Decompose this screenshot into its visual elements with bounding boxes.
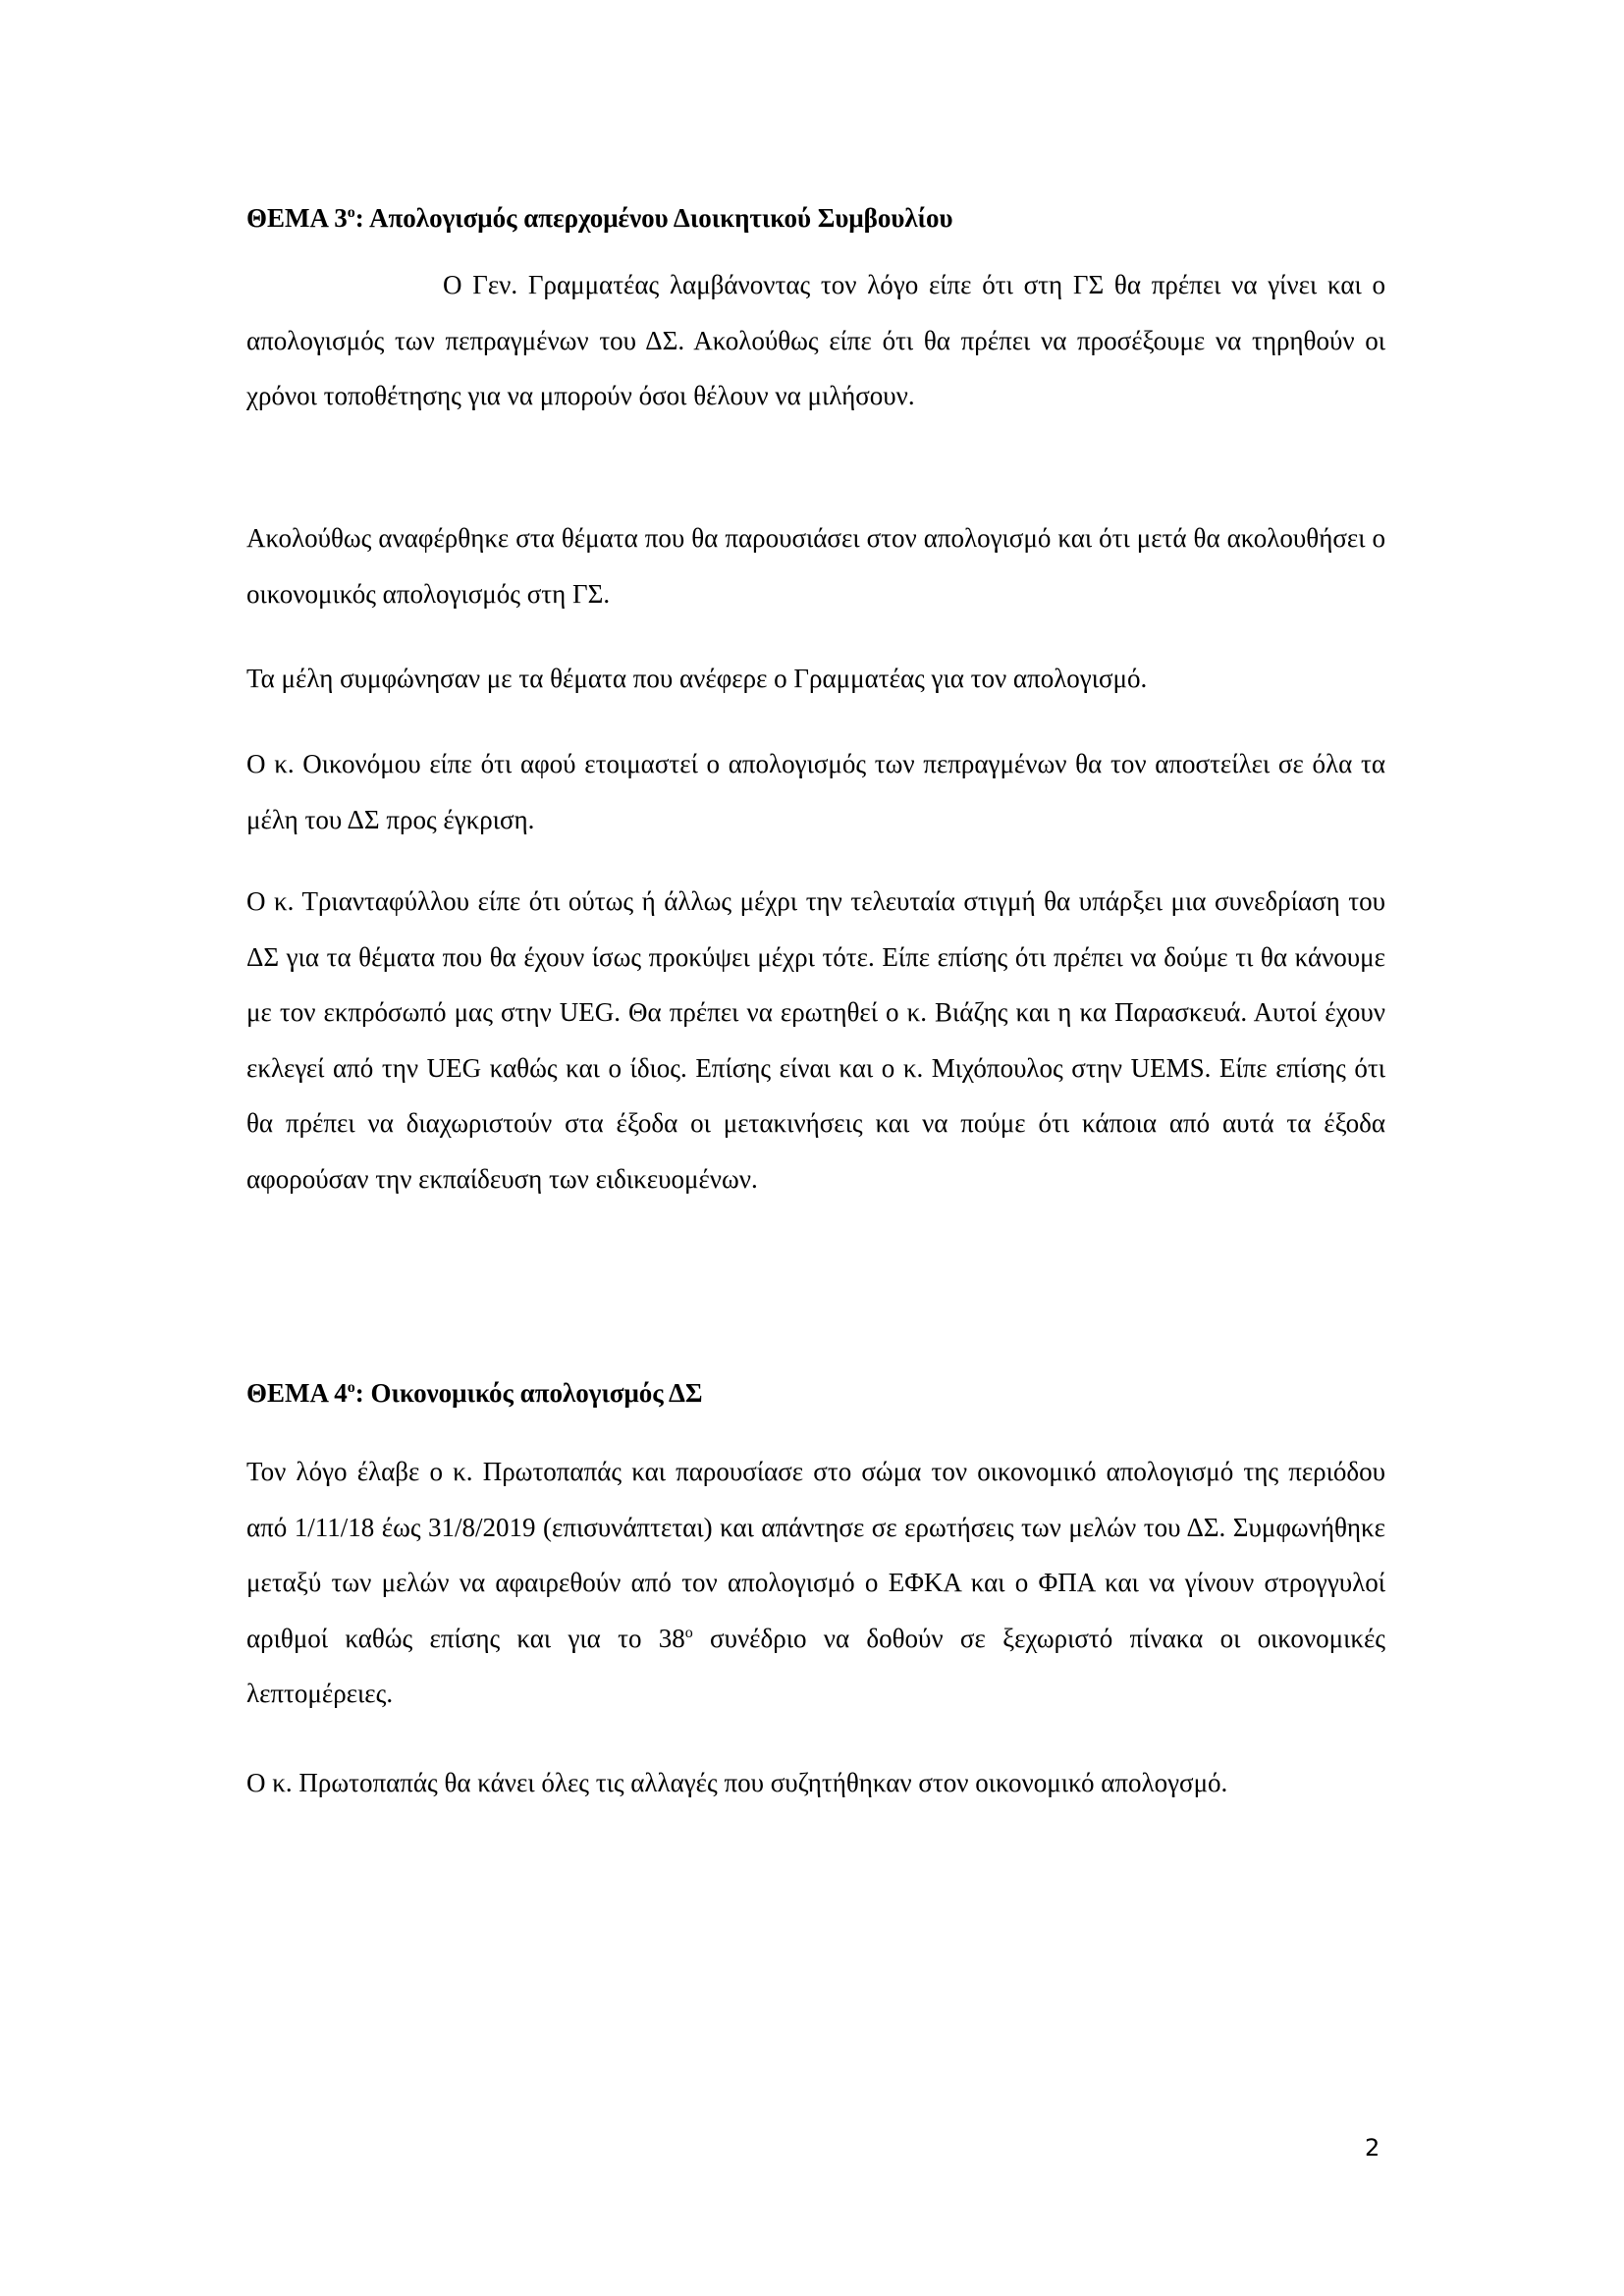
heading-title: : Απολογισμός απερχομένου Διοικητικού Συμβουλίου bbox=[354, 203, 953, 233]
paragraph-text: Τον λόγο έλαβε ο κ. Πρωτοπαπάς και παρουσίασε στο σώμα τον οικονομικό απολογισμό της περιόδου από 1/11/18 έως 31/8/2019 (επισυνάπτεται) και απάντησε σε ερωτήσεις των μελών του ΔΣ. Συμφωνήθηκε μεταξύ των μελών να αφαιρεθούν από τον απολογισμό ο ΕΦΚΑ και ο ΦΠΑ και να γίνουν στρογγυλοί αριθμοί καθώς επίσης και για το 38 bbox=[246, 1457, 1385, 1653]
section-3-heading bbox=[246, 201, 1385, 235]
section-3-body-2 bbox=[246, 510, 1385, 621]
heading-prefix: ΘΕΜΑ 4 bbox=[246, 1378, 348, 1408]
page-number: 2 bbox=[1365, 2134, 1380, 2162]
section-3-body-3 bbox=[246, 651, 1385, 707]
section-3 bbox=[246, 201, 1385, 235]
paragraph: Τα μέλη συμφώνησαν με τα θέματα που ανέφερε ο Γραμματέας για τον απολογισμό. bbox=[246, 664, 1148, 693]
paragraph: Ακολούθως αναφέρθηκε στα θέματα που θα παρουσιάσει στον απολογισμό και ότι μετά θα ακολουθήσει ο οικονομικός απολογισμός στη ΓΣ. bbox=[246, 523, 1385, 609]
heading-prefix: ΘΕΜΑ 3 bbox=[246, 203, 348, 233]
paragraph bbox=[246, 1444, 1385, 1722]
heading-ordinal: ο bbox=[347, 1379, 355, 1396]
section-4-heading bbox=[246, 1376, 1385, 1410]
section-3-body-5 bbox=[246, 874, 1385, 1206]
heading-ordinal: ο bbox=[347, 204, 355, 221]
paragraph: Ο κ. Οικονόμου είπε ότι αφού ετοιμαστεί ο απολογισμός των πεπραγμένων θα τον αποστείλει σε όλα τα μέλη του ΔΣ προς έγκριση. bbox=[246, 749, 1385, 834]
section-3-body-4 bbox=[246, 736, 1385, 847]
paragraph: Ο Γεν. Γραμματέας λαμβάνοντας τον λόγο είπε ότι στη ΓΣ θα πρέπει να γίνει και ο απολογισμός των πεπραγμένων του ΔΣ. Ακολούθως είπε ότι θα πρέπει να προσέξουμε να τηρηθούν οι χρόνοι τοποθέτησης για να μπορούν όσοι θέλουν να μιλήσουν. bbox=[246, 270, 1385, 410]
ordinal-superscript: ο bbox=[684, 1624, 693, 1641]
heading-title: : Οικονομικός απολογισμός ΔΣ bbox=[354, 1378, 703, 1408]
section-4 bbox=[246, 1376, 1385, 1410]
paragraph: Ο κ. Τριανταφύλλου είπε ότι ούτως ή άλλως μέχρι την τελευταία στιγμή θα υπάρξει μια συνεδρίαση του ΔΣ για τα θέματα που θα έχουν ίσως προκύψει μέχρι τότε. Είπε επίσης ότι πρέπει να δούμε τι θα κάνουμε με τον εκπρόσωπό μας στην UEG. Θα πρέπει να ερωτηθεί ο κ. Βιάζης και η κα Παρασκευά. Αυτοί έχουν εκλεγεί από την UEG καθώς και ο ίδιος. Επίσης είναι και ο κ. Μιχόπουλος στην UEMS. Είπε επίσης ότι θα πρέπει να διαχωριστούν στα έξοδα οι μετακινήσεις και να πούμε ότι κάποια από αυτά τα έξοδα αφορούσαν την εκπαίδευση των ειδικευομένων. bbox=[246, 886, 1385, 1194]
section-3-body bbox=[246, 257, 1385, 424]
section-4-body-2 bbox=[246, 1755, 1385, 1811]
paragraph: Ο κ. Πρωτοπαπάς θα κάνει όλες τις αλλαγές που συζητήθηκαν στον οικονομικό απολογσμό. bbox=[246, 1768, 1228, 1797]
section-4-body bbox=[246, 1444, 1385, 1722]
paragraph-text-cont: συνέδριο να δοθούν σε ξεχωριστό πίνακα οι οικονομικές λεπτομέρειες. bbox=[246, 1623, 1385, 1708]
